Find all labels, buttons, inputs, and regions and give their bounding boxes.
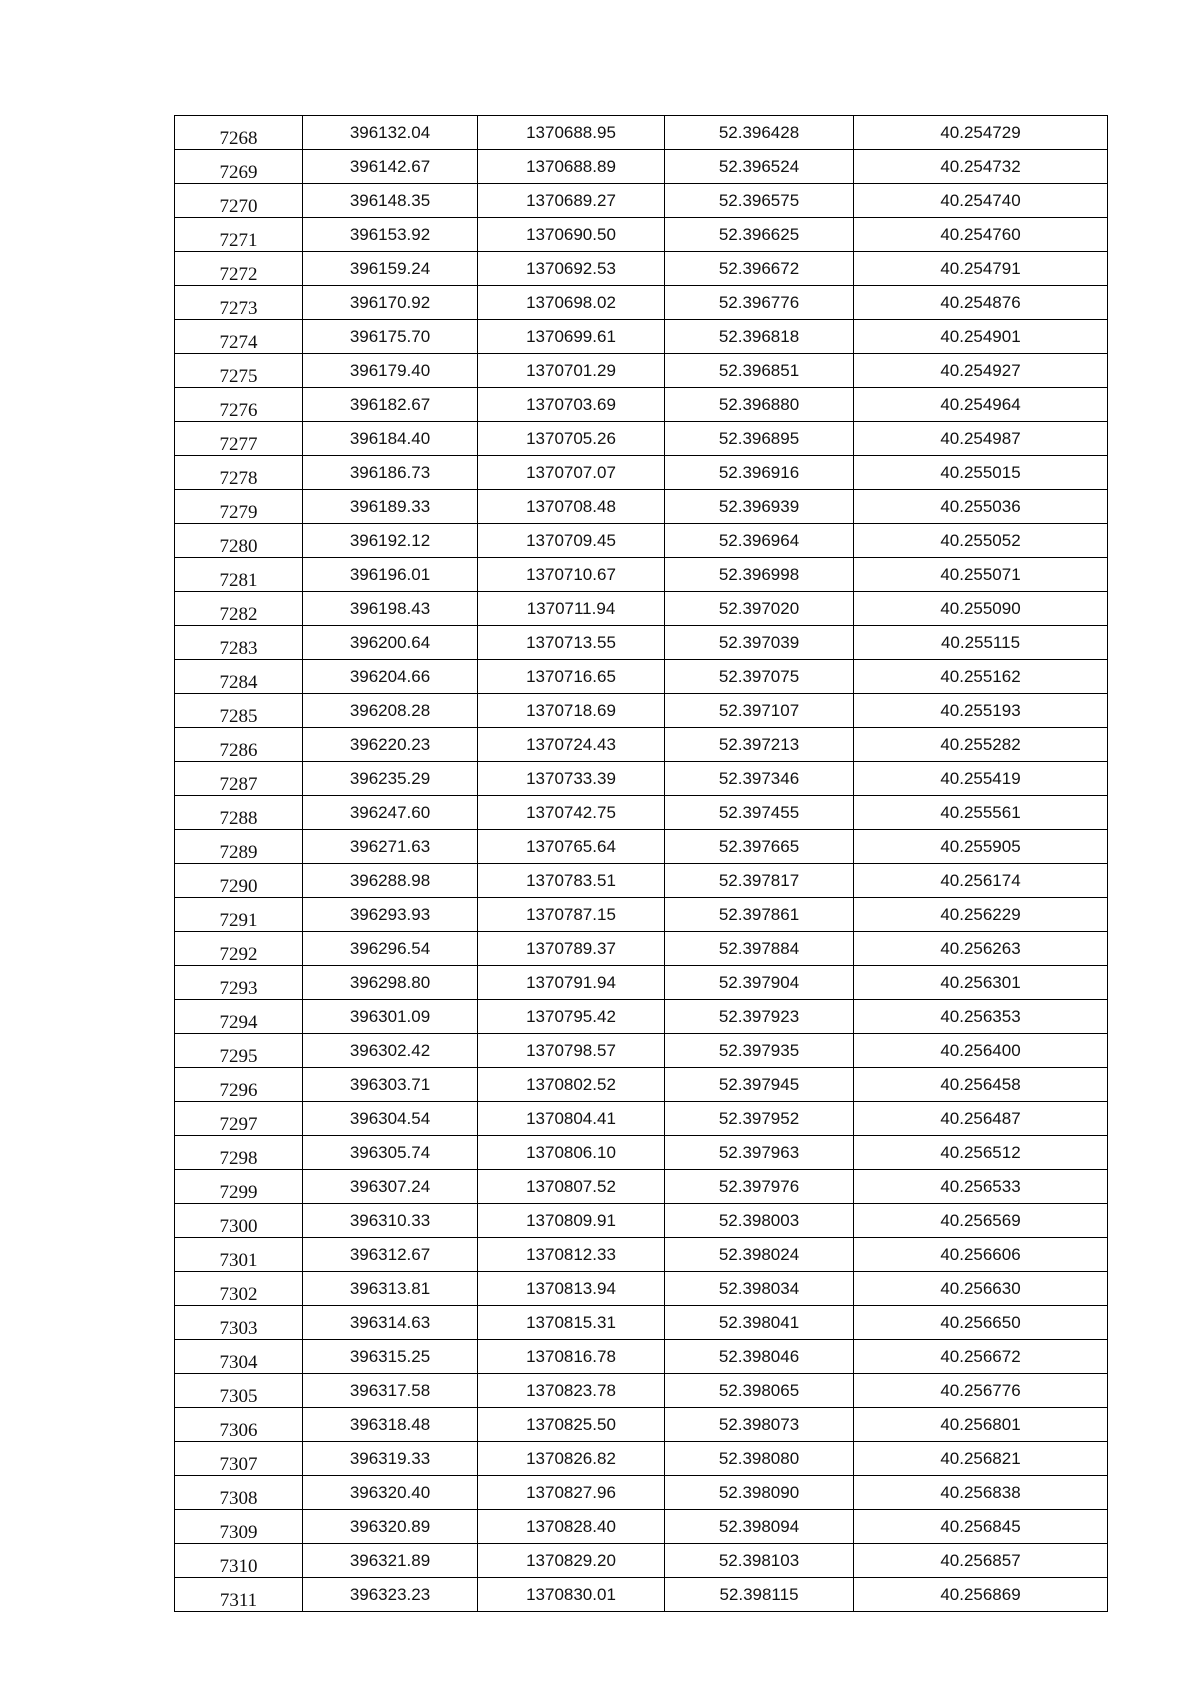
table-row [175, 796, 1108, 830]
table-row [175, 1272, 1108, 1306]
longitude-cell: 40.255905 [854, 830, 1108, 864]
longitude-cell: 40.255419 [854, 762, 1108, 796]
y-coordinate-cell: 1370711.94 [478, 592, 665, 626]
latitude-cell: 52.397952 [665, 1102, 854, 1136]
x-coordinate-cell: 396320.40 [303, 1476, 478, 1510]
point-number-cell: 7289 [175, 830, 303, 864]
y-coordinate-cell: 1370795.42 [478, 1000, 665, 1034]
latitude-cell: 52.397039 [665, 626, 854, 660]
latitude-cell: 52.396428 [665, 116, 854, 150]
longitude-cell: 40.255015 [854, 456, 1108, 490]
x-coordinate-cell: 396148.35 [303, 184, 478, 218]
y-coordinate-cell: 1370783.51 [478, 864, 665, 898]
y-coordinate-cell: 1370813.94 [478, 1272, 665, 1306]
x-coordinate-cell: 396321.89 [303, 1544, 478, 1578]
x-coordinate-cell: 396175.70 [303, 320, 478, 354]
table-row [175, 1510, 1108, 1544]
x-coordinate-cell: 396184.40 [303, 422, 478, 456]
point-number-cell: 7307 [175, 1442, 303, 1476]
table-row [175, 320, 1108, 354]
point-number-cell: 7284 [175, 660, 303, 694]
longitude-cell: 40.255115 [854, 626, 1108, 660]
table-row [175, 1068, 1108, 1102]
longitude-cell: 40.255561 [854, 796, 1108, 830]
table-row [175, 558, 1108, 592]
point-number-cell: 7287 [175, 762, 303, 796]
latitude-cell: 52.396916 [665, 456, 854, 490]
table-row [175, 524, 1108, 558]
latitude-cell: 52.397963 [665, 1136, 854, 1170]
table-row [175, 354, 1108, 388]
longitude-cell: 40.256857 [854, 1544, 1108, 1578]
point-number-cell: 7281 [175, 558, 303, 592]
x-coordinate-cell: 396303.71 [303, 1068, 478, 1102]
latitude-cell: 52.398103 [665, 1544, 854, 1578]
y-coordinate-cell: 1370710.67 [478, 558, 665, 592]
latitude-cell: 52.397455 [665, 796, 854, 830]
point-number-cell: 7295 [175, 1034, 303, 1068]
y-coordinate-cell: 1370830.01 [478, 1578, 665, 1612]
point-number-cell: 7305 [175, 1374, 303, 1408]
table-row [175, 1136, 1108, 1170]
table-row [175, 728, 1108, 762]
point-number-cell: 7298 [175, 1136, 303, 1170]
longitude-cell: 40.254729 [854, 116, 1108, 150]
point-number-cell: 7303 [175, 1306, 303, 1340]
table-row [175, 1544, 1108, 1578]
table-row [175, 830, 1108, 864]
x-coordinate-cell: 396208.28 [303, 694, 478, 728]
latitude-cell: 52.396575 [665, 184, 854, 218]
table-row [175, 660, 1108, 694]
y-coordinate-cell: 1370742.75 [478, 796, 665, 830]
point-number-cell: 7271 [175, 218, 303, 252]
longitude-cell: 40.256838 [854, 1476, 1108, 1510]
point-number-cell: 7285 [175, 694, 303, 728]
y-coordinate-cell: 1370809.91 [478, 1204, 665, 1238]
longitude-cell: 40.256458 [854, 1068, 1108, 1102]
x-coordinate-cell: 396296.54 [303, 932, 478, 966]
table-row [175, 1340, 1108, 1374]
table-row [175, 1306, 1108, 1340]
x-coordinate-cell: 396182.67 [303, 388, 478, 422]
table-row [175, 1000, 1108, 1034]
latitude-cell: 52.397020 [665, 592, 854, 626]
y-coordinate-cell: 1370787.15 [478, 898, 665, 932]
longitude-cell: 40.256487 [854, 1102, 1108, 1136]
y-coordinate-cell: 1370689.27 [478, 184, 665, 218]
latitude-cell: 52.398073 [665, 1408, 854, 1442]
latitude-cell: 52.398041 [665, 1306, 854, 1340]
latitude-cell: 52.398094 [665, 1510, 854, 1544]
latitude-cell: 52.396964 [665, 524, 854, 558]
table-row [175, 422, 1108, 456]
y-coordinate-cell: 1370816.78 [478, 1340, 665, 1374]
y-coordinate-cell: 1370701.29 [478, 354, 665, 388]
longitude-cell: 40.256801 [854, 1408, 1108, 1442]
x-coordinate-cell: 396247.60 [303, 796, 478, 830]
point-number-cell: 7282 [175, 592, 303, 626]
longitude-cell: 40.256174 [854, 864, 1108, 898]
longitude-cell: 40.256630 [854, 1272, 1108, 1306]
point-number-cell: 7301 [175, 1238, 303, 1272]
longitude-cell: 40.255193 [854, 694, 1108, 728]
table-row [175, 1408, 1108, 1442]
table-row [175, 218, 1108, 252]
table-row [175, 1442, 1108, 1476]
latitude-cell: 52.398090 [665, 1476, 854, 1510]
latitude-cell: 52.396672 [665, 252, 854, 286]
y-coordinate-cell: 1370806.10 [478, 1136, 665, 1170]
latitude-cell: 52.398046 [665, 1340, 854, 1374]
table-row [175, 762, 1108, 796]
x-coordinate-cell: 396307.24 [303, 1170, 478, 1204]
point-number-cell: 7291 [175, 898, 303, 932]
longitude-cell: 40.256229 [854, 898, 1108, 932]
latitude-cell: 52.397935 [665, 1034, 854, 1068]
point-number-cell: 7270 [175, 184, 303, 218]
longitude-cell: 40.254901 [854, 320, 1108, 354]
longitude-cell: 40.254876 [854, 286, 1108, 320]
y-coordinate-cell: 1370826.82 [478, 1442, 665, 1476]
longitude-cell: 40.255090 [854, 592, 1108, 626]
latitude-cell: 52.397075 [665, 660, 854, 694]
longitude-cell: 40.256353 [854, 1000, 1108, 1034]
x-coordinate-cell: 396319.33 [303, 1442, 478, 1476]
latitude-cell: 52.396880 [665, 388, 854, 422]
point-number-cell: 7283 [175, 626, 303, 660]
latitude-cell: 52.396524 [665, 150, 854, 184]
point-number-cell: 7306 [175, 1408, 303, 1442]
table-row [175, 1204, 1108, 1238]
longitude-cell: 40.256533 [854, 1170, 1108, 1204]
longitude-cell: 40.256400 [854, 1034, 1108, 1068]
point-number-cell: 7308 [175, 1476, 303, 1510]
y-coordinate-cell: 1370688.89 [478, 150, 665, 184]
longitude-cell: 40.256776 [854, 1374, 1108, 1408]
longitude-cell: 40.256569 [854, 1204, 1108, 1238]
latitude-cell: 52.396895 [665, 422, 854, 456]
x-coordinate-cell: 396305.74 [303, 1136, 478, 1170]
longitude-cell: 40.254760 [854, 218, 1108, 252]
longitude-cell: 40.254732 [854, 150, 1108, 184]
x-coordinate-cell: 396271.63 [303, 830, 478, 864]
table-row [175, 184, 1108, 218]
longitude-cell: 40.255162 [854, 660, 1108, 694]
latitude-cell: 52.397346 [665, 762, 854, 796]
table-row [175, 1034, 1108, 1068]
point-number-cell: 7275 [175, 354, 303, 388]
y-coordinate-cell: 1370802.52 [478, 1068, 665, 1102]
y-coordinate-cell: 1370828.40 [478, 1510, 665, 1544]
table-row [175, 456, 1108, 490]
y-coordinate-cell: 1370789.37 [478, 932, 665, 966]
point-number-cell: 7274 [175, 320, 303, 354]
x-coordinate-cell: 396153.92 [303, 218, 478, 252]
x-coordinate-cell: 396189.33 [303, 490, 478, 524]
table-row [175, 150, 1108, 184]
longitude-cell: 40.256263 [854, 932, 1108, 966]
point-number-cell: 7310 [175, 1544, 303, 1578]
table-row [175, 388, 1108, 422]
y-coordinate-cell: 1370718.69 [478, 694, 665, 728]
longitude-cell: 40.256869 [854, 1578, 1108, 1612]
y-coordinate-cell: 1370791.94 [478, 966, 665, 1000]
x-coordinate-cell: 396313.81 [303, 1272, 478, 1306]
point-number-cell: 7304 [175, 1340, 303, 1374]
table-row [175, 1578, 1108, 1612]
x-coordinate-cell: 396315.25 [303, 1340, 478, 1374]
longitude-cell: 40.254740 [854, 184, 1108, 218]
longitude-cell: 40.256821 [854, 1442, 1108, 1476]
y-coordinate-cell: 1370716.65 [478, 660, 665, 694]
point-number-cell: 7276 [175, 388, 303, 422]
y-coordinate-cell: 1370699.61 [478, 320, 665, 354]
table-row [175, 864, 1108, 898]
table-row [175, 626, 1108, 660]
y-coordinate-cell: 1370827.96 [478, 1476, 665, 1510]
y-coordinate-cell: 1370709.45 [478, 524, 665, 558]
latitude-cell: 52.396776 [665, 286, 854, 320]
y-coordinate-cell: 1370707.07 [478, 456, 665, 490]
x-coordinate-cell: 396220.23 [303, 728, 478, 762]
point-number-cell: 7286 [175, 728, 303, 762]
latitude-cell: 52.398034 [665, 1272, 854, 1306]
latitude-cell: 52.398115 [665, 1578, 854, 1612]
x-coordinate-cell: 396170.92 [303, 286, 478, 320]
y-coordinate-cell: 1370765.64 [478, 830, 665, 864]
y-coordinate-cell: 1370823.78 [478, 1374, 665, 1408]
y-coordinate-cell: 1370815.31 [478, 1306, 665, 1340]
x-coordinate-cell: 396323.23 [303, 1578, 478, 1612]
point-number-cell: 7269 [175, 150, 303, 184]
latitude-cell: 52.397945 [665, 1068, 854, 1102]
table-row [175, 490, 1108, 524]
x-coordinate-cell: 396142.67 [303, 150, 478, 184]
y-coordinate-cell: 1370807.52 [478, 1170, 665, 1204]
x-coordinate-cell: 396302.42 [303, 1034, 478, 1068]
table-row [175, 116, 1108, 150]
latitude-cell: 52.397884 [665, 932, 854, 966]
point-number-cell: 7277 [175, 422, 303, 456]
latitude-cell: 52.397861 [665, 898, 854, 932]
latitude-cell: 52.397904 [665, 966, 854, 1000]
point-number-cell: 7268 [175, 116, 303, 150]
x-coordinate-cell: 396200.64 [303, 626, 478, 660]
point-number-cell: 7280 [175, 524, 303, 558]
latitude-cell: 52.397976 [665, 1170, 854, 1204]
latitude-cell: 52.396998 [665, 558, 854, 592]
longitude-cell: 40.255282 [854, 728, 1108, 762]
latitude-cell: 52.398080 [665, 1442, 854, 1476]
latitude-cell: 52.398003 [665, 1204, 854, 1238]
point-number-cell: 7311 [175, 1578, 303, 1612]
y-coordinate-cell: 1370703.69 [478, 388, 665, 422]
y-coordinate-cell: 1370804.41 [478, 1102, 665, 1136]
longitude-cell: 40.256845 [854, 1510, 1108, 1544]
latitude-cell: 52.398065 [665, 1374, 854, 1408]
table-row [175, 592, 1108, 626]
coordinates-table-body [175, 116, 1108, 1612]
y-coordinate-cell: 1370698.02 [478, 286, 665, 320]
y-coordinate-cell: 1370705.26 [478, 422, 665, 456]
x-coordinate-cell: 396192.12 [303, 524, 478, 558]
x-coordinate-cell: 396196.01 [303, 558, 478, 592]
point-number-cell: 7296 [175, 1068, 303, 1102]
table-row [175, 898, 1108, 932]
latitude-cell: 52.396939 [665, 490, 854, 524]
point-number-cell: 7278 [175, 456, 303, 490]
x-coordinate-cell: 396312.67 [303, 1238, 478, 1272]
point-number-cell: 7273 [175, 286, 303, 320]
x-coordinate-cell: 396288.98 [303, 864, 478, 898]
longitude-cell: 40.256672 [854, 1340, 1108, 1374]
point-number-cell: 7294 [175, 1000, 303, 1034]
point-number-cell: 7290 [175, 864, 303, 898]
longitude-cell: 40.254927 [854, 354, 1108, 388]
point-number-cell: 7279 [175, 490, 303, 524]
x-coordinate-cell: 396179.40 [303, 354, 478, 388]
point-number-cell: 7292 [175, 932, 303, 966]
point-number-cell: 7272 [175, 252, 303, 286]
point-number-cell: 7299 [175, 1170, 303, 1204]
longitude-cell: 40.254964 [854, 388, 1108, 422]
x-coordinate-cell: 396301.09 [303, 1000, 478, 1034]
latitude-cell: 52.396818 [665, 320, 854, 354]
y-coordinate-cell: 1370688.95 [478, 116, 665, 150]
longitude-cell: 40.256606 [854, 1238, 1108, 1272]
latitude-cell: 52.397107 [665, 694, 854, 728]
x-coordinate-cell: 396293.93 [303, 898, 478, 932]
table-row [175, 1102, 1108, 1136]
point-number-cell: 7288 [175, 796, 303, 830]
longitude-cell: 40.254791 [854, 252, 1108, 286]
y-coordinate-cell: 1370829.20 [478, 1544, 665, 1578]
table-row [175, 932, 1108, 966]
y-coordinate-cell: 1370708.48 [478, 490, 665, 524]
x-coordinate-cell: 396298.80 [303, 966, 478, 1000]
latitude-cell: 52.397817 [665, 864, 854, 898]
x-coordinate-cell: 396132.04 [303, 116, 478, 150]
point-number-cell: 7293 [175, 966, 303, 1000]
table-row [175, 1238, 1108, 1272]
x-coordinate-cell: 396318.48 [303, 1408, 478, 1442]
longitude-cell: 40.254987 [854, 422, 1108, 456]
table-row [175, 966, 1108, 1000]
latitude-cell: 52.396625 [665, 218, 854, 252]
x-coordinate-cell: 396186.73 [303, 456, 478, 490]
x-coordinate-cell: 396320.89 [303, 1510, 478, 1544]
coordinates-table [174, 115, 1108, 1612]
table-row [175, 694, 1108, 728]
y-coordinate-cell: 1370825.50 [478, 1408, 665, 1442]
latitude-cell: 52.396851 [665, 354, 854, 388]
y-coordinate-cell: 1370724.43 [478, 728, 665, 762]
latitude-cell: 52.397213 [665, 728, 854, 762]
x-coordinate-cell: 396204.66 [303, 660, 478, 694]
longitude-cell: 40.256650 [854, 1306, 1108, 1340]
longitude-cell: 40.256512 [854, 1136, 1108, 1170]
x-coordinate-cell: 396304.54 [303, 1102, 478, 1136]
y-coordinate-cell: 1370733.39 [478, 762, 665, 796]
x-coordinate-cell: 396159.24 [303, 252, 478, 286]
y-coordinate-cell: 1370713.55 [478, 626, 665, 660]
y-coordinate-cell: 1370812.33 [478, 1238, 665, 1272]
x-coordinate-cell: 396314.63 [303, 1306, 478, 1340]
latitude-cell: 52.398024 [665, 1238, 854, 1272]
longitude-cell: 40.255036 [854, 490, 1108, 524]
longitude-cell: 40.255071 [854, 558, 1108, 592]
latitude-cell: 52.397665 [665, 830, 854, 864]
y-coordinate-cell: 1370798.57 [478, 1034, 665, 1068]
y-coordinate-cell: 1370690.50 [478, 218, 665, 252]
point-number-cell: 7297 [175, 1102, 303, 1136]
table-row [175, 1170, 1108, 1204]
x-coordinate-cell: 396198.43 [303, 592, 478, 626]
x-coordinate-cell: 396317.58 [303, 1374, 478, 1408]
point-number-cell: 7302 [175, 1272, 303, 1306]
table-row [175, 1374, 1108, 1408]
table-row [175, 252, 1108, 286]
latitude-cell: 52.397923 [665, 1000, 854, 1034]
x-coordinate-cell: 396310.33 [303, 1204, 478, 1238]
table-row [175, 286, 1108, 320]
y-coordinate-cell: 1370692.53 [478, 252, 665, 286]
x-coordinate-cell: 396235.29 [303, 762, 478, 796]
longitude-cell: 40.256301 [854, 966, 1108, 1000]
point-number-cell: 7309 [175, 1510, 303, 1544]
point-number-cell: 7300 [175, 1204, 303, 1238]
longitude-cell: 40.255052 [854, 524, 1108, 558]
table-row [175, 1476, 1108, 1510]
